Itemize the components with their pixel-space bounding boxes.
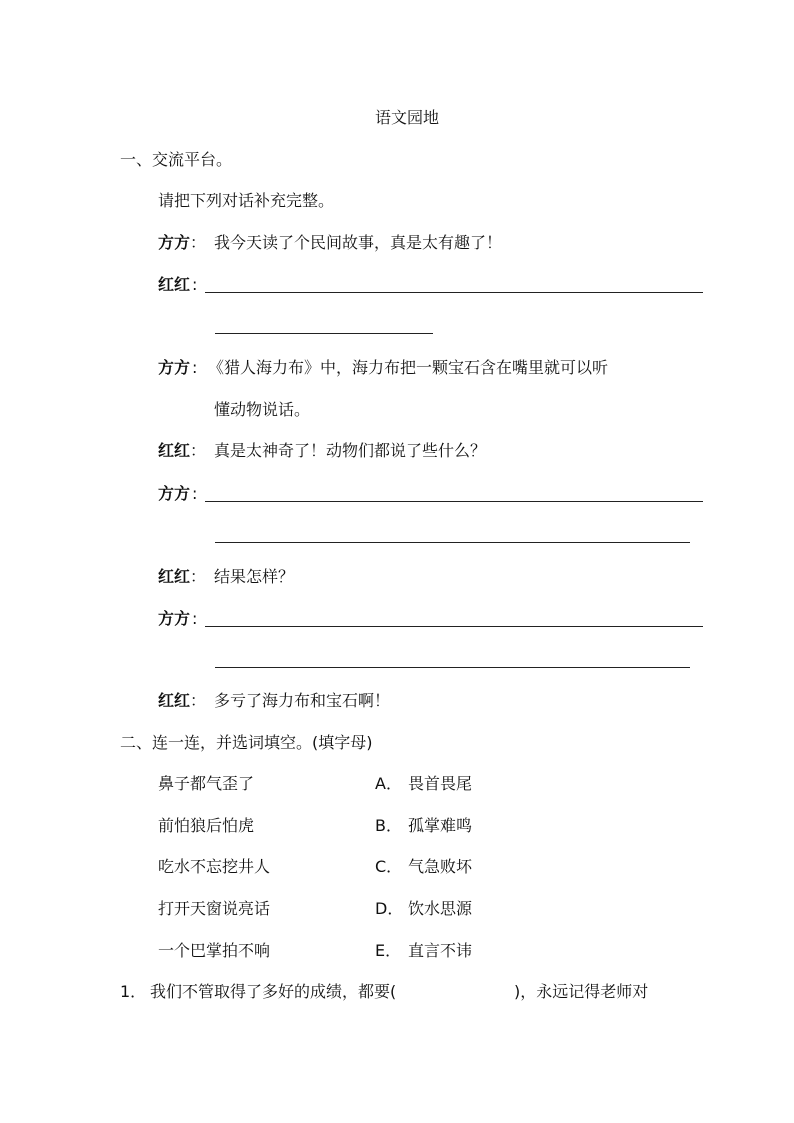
answer-line[interactable] (215, 333, 433, 334)
idiom-right-item[interactable]: 孤掌难鸣 (408, 816, 473, 835)
speaker-label: 方方 (158, 358, 191, 377)
idiom-left-item[interactable]: 一个巴掌拍不响 (158, 941, 271, 960)
question-text: 我们不管取得了多好的成绩，都要( (150, 982, 397, 1001)
speaker-label: 红红 (158, 567, 191, 586)
speaker-colon: ： (190, 233, 207, 252)
answer-line[interactable] (205, 292, 703, 293)
idiom-left-item[interactable]: 吃水不忘挖井人 (158, 857, 271, 876)
dialogue-text: 多亏了海力布和宝石啊！ (214, 691, 391, 710)
idiom-right-item[interactable]: 直言不讳 (408, 941, 473, 960)
idiom-right-item[interactable]: 畏首畏尾 (408, 774, 473, 793)
dialogue-text: 真是太神奇了！动物们都说了些什么？ (214, 441, 487, 460)
section-1-heading: 一、交流平台。 (120, 150, 233, 169)
dialogue-text: 结果怎样？ (214, 567, 295, 586)
question-text-continued: )，永远记得老师对 (514, 982, 649, 1001)
idiom-left-item[interactable]: 打开天窗说亮话 (158, 899, 271, 918)
section-2-heading: 二、连一连，并选词填空。(填字母) (120, 733, 373, 752)
idiom-right-item[interactable]: 饮水思源 (408, 899, 473, 918)
page-title: 语文园地 (375, 108, 440, 127)
speaker-label: 红红 (158, 275, 191, 294)
question-number: 1． (120, 982, 147, 1001)
option-letter: E． (375, 941, 402, 960)
idiom-right-item[interactable]: 气急败坏 (408, 857, 473, 876)
speaker-colon: : (192, 275, 198, 294)
option-letter: A． (375, 774, 402, 793)
answer-line[interactable] (215, 667, 690, 668)
speaker-label: 红红 (158, 441, 191, 460)
dialogue-text: 我今天读了个民间故事，真是太有趣了！ (214, 233, 503, 252)
speaker-colon: ： (190, 691, 207, 710)
fill-in-blank[interactable] (442, 981, 504, 1003)
option-letter: B． (375, 816, 402, 835)
answer-line[interactable] (205, 501, 703, 502)
dialogue-text-continued: 懂动物说话。 (214, 400, 311, 419)
option-letter: D． (375, 899, 404, 918)
speaker-colon: : (192, 484, 198, 503)
dialogue-text: 《猎人海力布》中，海力布把一颗宝石含在嘴里就可以听 (208, 358, 609, 377)
answer-line[interactable] (205, 626, 703, 627)
speaker-label: 红红 (158, 691, 191, 710)
idiom-left-item[interactable]: 前怕狼后怕虎 (158, 816, 255, 835)
speaker-label: 方方 (158, 233, 191, 252)
speaker-colon: ： (190, 441, 207, 460)
speaker-colon: : (192, 609, 198, 628)
section-1-instruction: 请把下列对话补充完整。 (158, 191, 335, 210)
idiom-left-item[interactable]: 鼻子都气歪了 (158, 774, 255, 793)
speaker-colon: ： (190, 567, 207, 586)
speaker-colon: : (192, 358, 198, 377)
speaker-label: 方方 (158, 609, 191, 628)
speaker-label: 方方 (158, 484, 191, 503)
option-letter: C． (375, 857, 403, 876)
answer-line[interactable] (215, 542, 690, 543)
